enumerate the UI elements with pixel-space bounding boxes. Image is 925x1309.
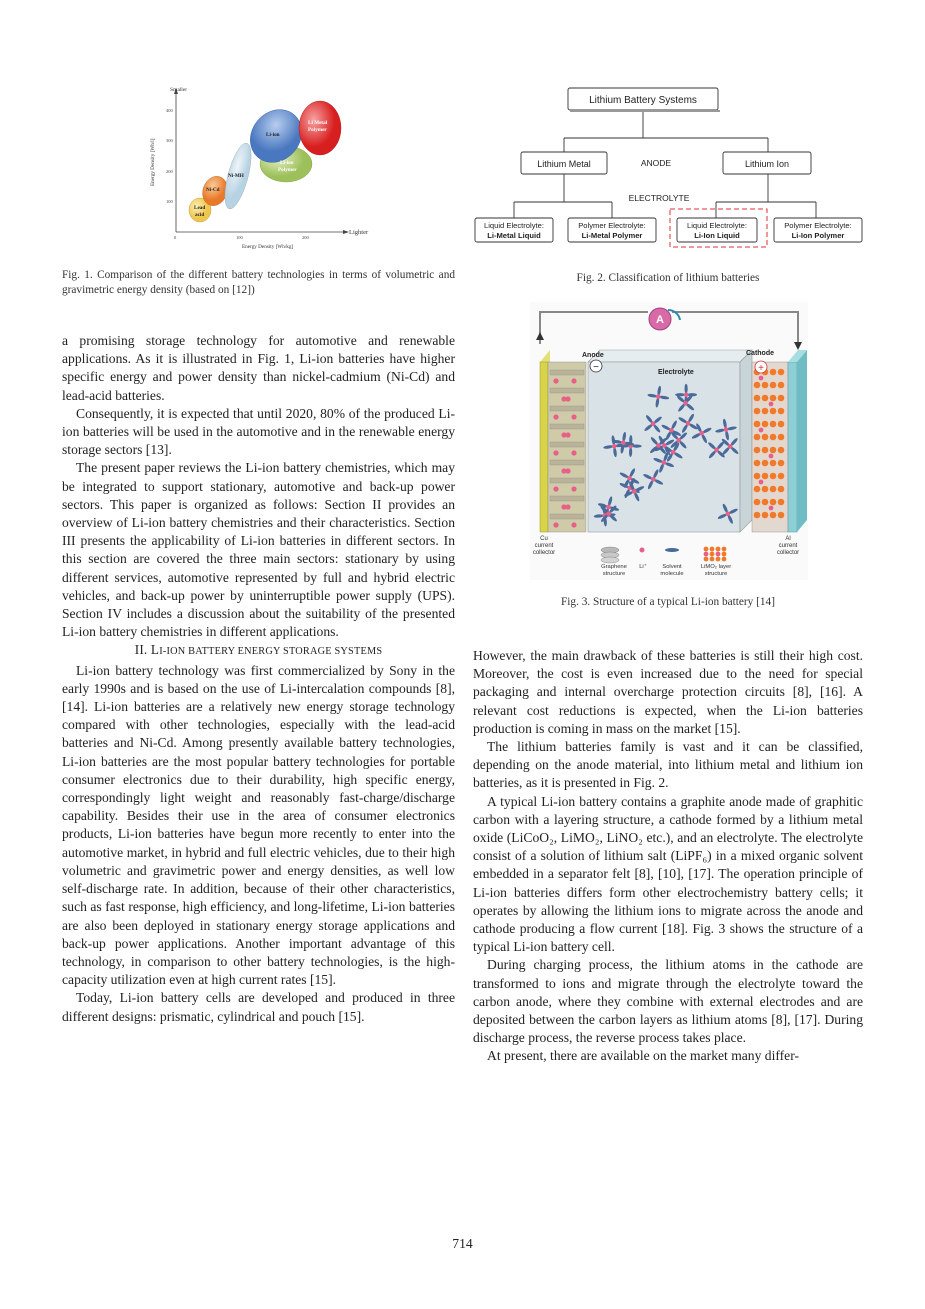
fig3-cu-label: Cu: [540, 536, 548, 542]
fig1-xtick: 200: [302, 235, 309, 240]
fig1-ytick: 400: [166, 108, 173, 113]
fig3-oxide-atom: [762, 499, 769, 506]
fig3-anode-label: Anode: [582, 352, 604, 359]
fig3-oxide-atom: [754, 486, 761, 493]
fig3-oxide-atom: [770, 460, 777, 467]
fig3-cu-label: current: [534, 543, 554, 549]
fig1-ytick: 300: [166, 138, 173, 143]
fig3-oxide-atom: [754, 434, 761, 441]
fig3-al-label: collector: [776, 550, 800, 556]
fig1-ytick: 100: [166, 199, 173, 204]
fig2-leaf-line2: Li-Metal Liquid: [487, 231, 541, 240]
fig2-anode-label: ANODE: [640, 158, 672, 168]
fig3-legend-oxide-atom: [710, 552, 715, 557]
fig3-li-ion: [769, 454, 774, 459]
fig3-legend-oxide-atom: [704, 557, 709, 562]
fig3-oxide-atom: [762, 460, 769, 467]
fig3-battery-diagram: [530, 302, 808, 580]
fig3-li-ion: [769, 506, 774, 511]
fig2-leaf-line1: Liquid Electrolyte:: [484, 221, 544, 230]
fig2-lithium-ion-label: Lithium Ion: [744, 159, 790, 169]
fig3-electrolyte-label: Electrolyte: [658, 369, 694, 376]
fig3-oxide-atom: [754, 460, 761, 467]
fig3-oxide-atom: [762, 486, 769, 493]
fig3-li-ion: [759, 376, 764, 381]
fig3-li-ion: [565, 432, 570, 437]
fig3-oxide-atom: [770, 473, 777, 480]
fig3-graphene-layer: [550, 406, 584, 411]
fig3-li-ion: [565, 504, 570, 509]
fig3-oxide-atom: [770, 421, 777, 428]
fig3-graphene-layer: [550, 478, 584, 483]
fig3-li-ion: [759, 480, 764, 485]
fig1-bubble-label: Li-ion: [280, 160, 294, 166]
fig3-cathode-label: Cathode: [746, 350, 774, 357]
fig3-li-ion: [565, 396, 570, 401]
paragraph: However, the main drawback of these batteries is still their high cost. Moreover, the cost is even increased due to the need for special packaging and internal overcharge protection circuits [8], [16]. A relevant cost reductions is expected, when the Li-ion batteries production is coming in mass on the market [15].: [473, 648, 863, 736]
fig3-graphene-layer: [550, 370, 584, 375]
fig3-legend-oxide-atom: [716, 557, 721, 562]
fig3-oxide-atom: [778, 512, 785, 519]
fig3-li-ion: [759, 428, 764, 433]
fig3-oxide-atom: [770, 382, 777, 389]
fig3-legend-label: LiMO₂ layer: [700, 564, 732, 570]
fig3-plus-glyph: +: [758, 363, 764, 374]
fig3-legend-oxide-atom: [716, 547, 721, 552]
fig3-oxide-atom: [762, 473, 769, 480]
fig2-tree-diagram: [470, 84, 870, 249]
fig3-solvent-molecule: [685, 384, 688, 394]
fig3-oxide-atom: [778, 486, 785, 493]
left-column: [62, 332, 455, 1026]
fig3-oxide-atom: [762, 447, 769, 454]
fig3-oxide-atom: [754, 473, 761, 480]
fig3-legend-oxide-atom: [722, 547, 727, 552]
fig3-legend-label: Li⁺: [639, 564, 647, 570]
fig2-caption: Fig. 2. Classification of lithium batteries: [576, 272, 760, 284]
fig1-ytick: 200: [166, 169, 173, 174]
fig1-y-label: Energy Density [Wh/l]: [150, 138, 156, 186]
fig3-graphene-layer: [550, 388, 584, 393]
fig1-bubble-label: Ni-MH: [228, 173, 244, 179]
fig3-legend-label: structure: [704, 571, 728, 577]
paragraph: Consequently, it is expected that until 2020, 80% of the produced Li-ion batteries will be used in the automotive and in the renewable energy storage sectors [13].: [62, 405, 455, 458]
paragraph: A typical Li-ion battery contains a graphite anode made of graphitic carbon with a layering structure, a cathode formed by a lithium metal oxide (LiCoO₂, LiMO₂, LiNO₂ etc.), and an electrolyte. The electrolyte consist of a solution of lithium salt (LiPF₆) in a mixed organic solvent embedded in a separator felt [8], [10], [17]. The operation principle of Li-ion batteries differs form other electrochemistry battery cells; it operates by allowing the lithium ions to migrate across the anode and cathode producing a flow current [18]. Fig. 3 shows the structure of a typical Li-ion battery cell.: [473, 793, 863, 955]
fig3-oxide-atom: [770, 499, 777, 506]
fig2-leaf-line2: Li-Metal Polymer: [581, 231, 643, 240]
fig3-graphene-layer: [550, 496, 584, 501]
fig1-right-label: Lighter: [349, 229, 369, 236]
fig3-li-ion: [553, 378, 558, 383]
fig3-caption: Fig. 3. Structure of a typical Li-ion battery [14]: [561, 596, 775, 608]
fig3-graphene-layer: [550, 514, 584, 519]
paragraph: The lithium batteries family is vast and it can be classified, depending on the anode material, into lithium metal and lithium ion batteries, as it is presented in Fig. 2.: [473, 739, 863, 791]
fig3-oxide-atom: [762, 382, 769, 389]
fig3-oxide-atom: [754, 382, 761, 389]
fig3-graphene-layer: [550, 442, 584, 447]
fig2-lithium-metal-label: Lithium Metal: [537, 159, 591, 169]
right-column: [473, 647, 863, 1066]
fig2-leaf-line1: Liquid Electrolyte:: [687, 221, 747, 230]
fig3-oxide-atom: [770, 369, 777, 376]
fig3-oxide-atom: [778, 473, 785, 480]
fig3-al-label: Al: [785, 536, 791, 542]
fig3-legend-label: molecule: [660, 571, 684, 577]
fig3-oxide-atom: [778, 408, 785, 415]
fig1-bubble-label: Ni-Cd: [206, 187, 220, 193]
section-number: II.: [134, 642, 151, 658]
fig3-oxide-atom: [762, 421, 769, 428]
fig3-oxide-atom: [778, 434, 785, 441]
fig1-bubble-label: Lead: [194, 205, 206, 211]
fig3-oxide-atom: [770, 512, 777, 519]
fig2-leaf-line2: Li-Ion Liquid: [694, 231, 740, 240]
fig3-oxide-atom: [770, 395, 777, 402]
fig3-legend-label: Solvent: [662, 564, 682, 570]
fig3-oxide-atom: [778, 395, 785, 402]
fig1-top-label: Smaller: [170, 87, 188, 93]
fig3-oxide-atom: [770, 408, 777, 415]
fig2-root-label: Lithium Battery Systems: [589, 95, 697, 106]
paragraph: a promising storage technology for automotive and renewable applications. As it is illustrated in Fig. 1, Li-ion batteries have higher specific energy and power density than nickel-cadmium (Ni-Cd) and lead-acid batteries.: [62, 333, 455, 403]
paragraph: At present, there are available on the market many differ-: [487, 1048, 799, 1064]
fig3-oxide-atom: [754, 512, 761, 519]
fig3-oxide-atom: [778, 460, 785, 467]
fig1-bubble-label: Polymer: [278, 167, 297, 173]
fig3-legend-oxide-atom: [716, 552, 721, 557]
fig3-legend-label: Graphene: [601, 564, 627, 570]
fig3-li-ion: [571, 522, 576, 527]
fig3-li-ion: [571, 450, 576, 455]
fig3-cu-label: collector: [532, 550, 556, 556]
fig3-oxide-atom: [762, 408, 769, 415]
fig2-leaf-line1: Polymer Electrolyte:: [784, 221, 852, 230]
section-title-rest: I-ION BATTERY ENERGY STORAGE SYSTEMS: [159, 646, 383, 658]
fig3-legend-oxide-atom: [710, 557, 715, 562]
fig3-oxide-atom: [762, 395, 769, 402]
fig1-bubble-label: Li Metal: [308, 120, 328, 126]
paragraph: The present paper reviews the Li-ion battery chemistries, which may be integrated to support stationary, automotive and back-up power sectors. This paper is organized as follows: Section II provides an overview of Li-ion battery chemistries and their characteristics. Section III presents the applicability of Li-ion batteries in different sectors. In this section are covered the three main sectors: stationary by using different services, automotive represented by full and hybrid electric vehicles, and back-up power by uninterruptible power supply (UPS). Section IV includes a discussion about the suitability of the presented Li-ion battery chemistries in different applications.: [62, 460, 455, 640]
fig3-minus-glyph: −: [593, 362, 599, 373]
fig3-oxide-atom: [770, 486, 777, 493]
fig1-bubble-label: Polymer: [308, 127, 327, 133]
fig3-li-ion: [553, 522, 558, 527]
fig3-oxide-atom: [778, 447, 785, 454]
fig3-ammeter-label: A: [656, 314, 664, 326]
page-number: 714: [452, 1236, 473, 1251]
fig3-li-ion: [553, 450, 558, 455]
fig3-legend-oxide-atom: [704, 552, 709, 557]
fig1-bubble-label: acid: [195, 212, 205, 218]
fig3-oxide-atom: [762, 512, 769, 519]
fig3-oxide-atom: [754, 499, 761, 506]
fig3-legend-oxide-atom: [722, 552, 727, 557]
fig3-li-ion: [571, 378, 576, 383]
fig2-leaf-line1: Polymer Electrolyte:: [578, 221, 646, 230]
fig3-oxide-atom: [754, 421, 761, 428]
fig1-caption: Fig. 1. Comparison of the different battery technologies in terms of volumetric and gravimetric energy density (based on [12]): [62, 269, 455, 296]
section-heading: [62, 641, 455, 661]
fig3-graphene-layer: [550, 424, 584, 429]
fig3-li-ion: [684, 392, 689, 397]
fig3-li-ion: [565, 468, 570, 473]
fig1-xtick: 0: [174, 235, 177, 240]
fig3-oxide-atom: [778, 369, 785, 376]
fig3-cu-collector: [540, 362, 548, 532]
fig2-leaf-line2: Li-Ion Polymer: [791, 231, 845, 240]
fig3-al-label: current: [778, 543, 798, 549]
fig3-li-ion: [571, 486, 576, 491]
fig3-oxide-atom: [778, 421, 785, 428]
fig3-legend-label: structure: [602, 571, 626, 577]
section-title-initial: L: [150, 642, 160, 658]
paragraph: During charging process, the lithium atoms in the cathode are transformed to ions and migrate through the electrolyte toward the carbon anode, where they combine with external electrodes and are deposited between the carbon layers as lithium atoms [8], [17]. During discharge process, the reverse process takes place.: [473, 957, 863, 1046]
fig2-electrolyte-label: ELECTROLYTE: [628, 193, 690, 203]
fig3-li-ion: [553, 414, 558, 419]
fig3-li-ion: [571, 414, 576, 419]
fig3-oxide-atom: [754, 408, 761, 415]
fig3-graphene-layer: [550, 460, 584, 465]
fig3-oxide-atom: [770, 447, 777, 454]
fig1-bubble-label: Li-ion: [266, 132, 280, 138]
fig3-li-ion: [769, 402, 774, 407]
fig3-legend-oxide-atom: [722, 557, 727, 562]
fig3-oxide-atom: [754, 447, 761, 454]
paragraph: Li-ion battery technology was first commercialized by Sony in the early 1990s and is based on the use of Li-intercalation compounds [8], [14]. Li-ion batteries are a relatively new energy storage technology compared with other technologies, especially with the lead-acid batteries and Ni-Cd. Among presently available battery technologies, Li-ion batteries are the most popular battery technologies for portable consumer electronics due to their durability, high specific energy, correspondingly light weight and reasonably fast-charge/discharge capability. Besides their use in the area of consumer electronics products, Li-ion batteries have begun more recently to enter into the automotive market, in hybrid and full electric vehicles, due to their high volumetric and gravimetric power and energy densities, as well low self-discharge rate. In addition, because of their other characteristics, such as fast response, high efficiency, and long-lifetime, Li-ion batteries are also been deployed in stationary energy storage applications and back-up power applications. Another important advantage of this technology, in comparison to other battery technologies, is the high-capacity utilization even at high current rates [15].: [62, 662, 455, 988]
fig3-oxide-atom: [778, 499, 785, 506]
fig1-xtick: 100: [236, 235, 243, 240]
fig3-al-collector: [788, 362, 797, 532]
fig1-chart: [140, 84, 375, 254]
fig3-oxide-atom: [754, 395, 761, 402]
fig3-legend-oxide-atom: [704, 547, 709, 552]
paragraph: Today, Li-ion battery cells are developed and produced in three different designs: prismatic, cylindrical and pouch [15].: [62, 990, 455, 1024]
fig3-oxide-atom: [762, 434, 769, 441]
fig3-oxide-atom: [770, 434, 777, 441]
fig3-li-ion: [553, 486, 558, 491]
fig3-legend-oxide-atom: [710, 547, 715, 552]
fig1-x-label: Energy Density [Wh/kg]: [242, 244, 294, 250]
fig3-oxide-atom: [778, 382, 785, 389]
fig3-solvent-molecule: [675, 393, 685, 396]
